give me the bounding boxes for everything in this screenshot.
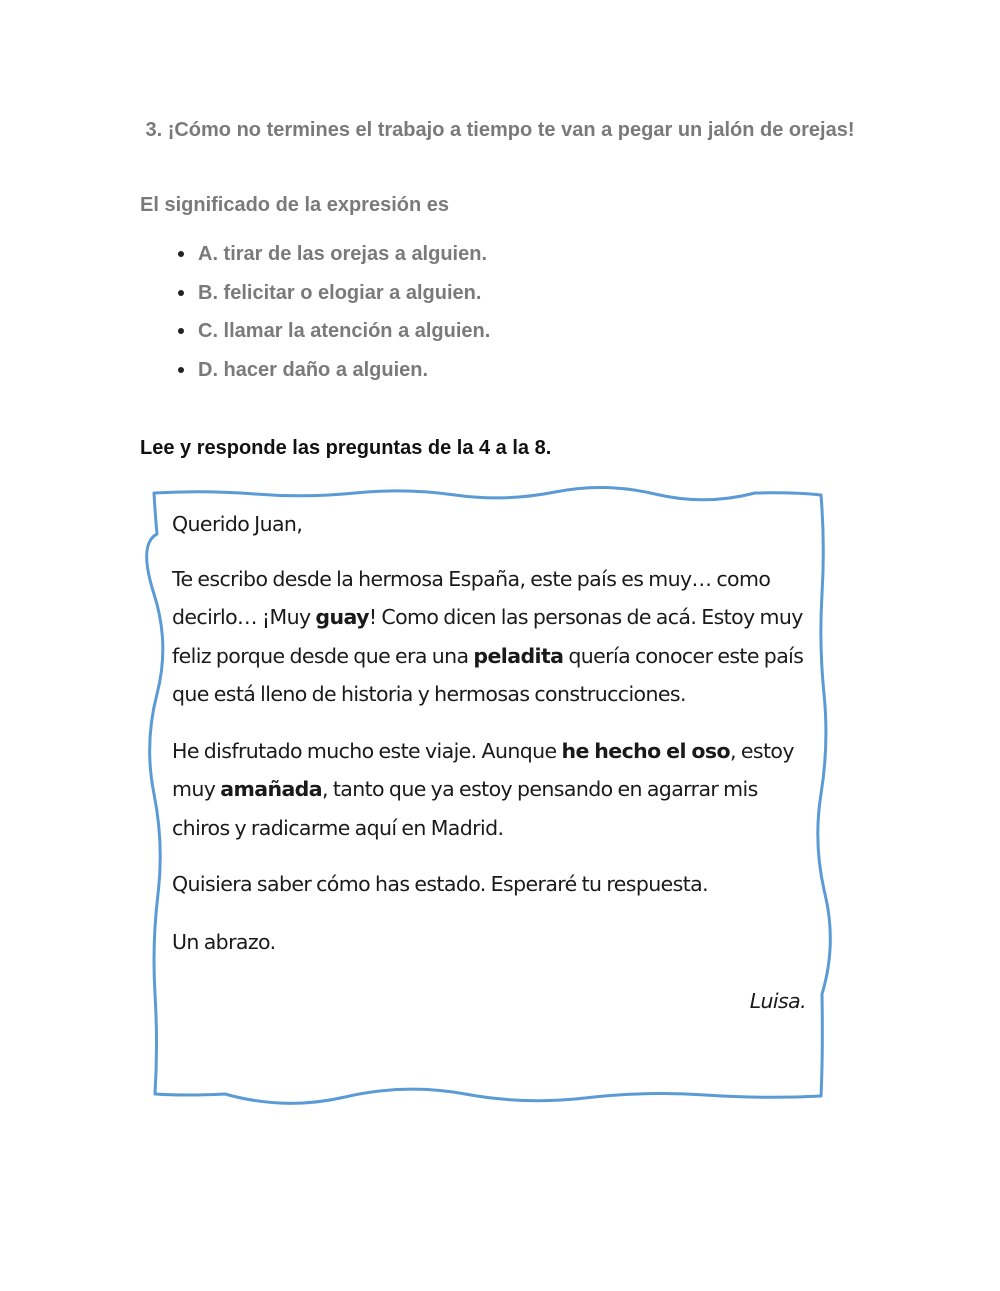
option-c[interactable] <box>178 317 490 356</box>
option-b-label: B. felicitar o elogiar a alguien. <box>198 281 482 304</box>
answer-options <box>178 240 490 394</box>
p1-text-c: quería conocer este país que está lleno de historia y hermosas construcciones. <box>172 643 804 706</box>
letter-signature: Luisa. <box>749 989 806 1013</box>
letter-paragraph-3: Quisiera saber cómo has estado. Esperaré tu respuesta. <box>172 872 709 896</box>
bullet-icon <box>178 367 184 373</box>
letter-text <box>172 505 812 1021</box>
option-d[interactable] <box>178 356 490 395</box>
p2-text-c: , tanto que ya estoy pensando en agarrar mis chiros y radicarme aquí en Madrid. <box>172 777 758 840</box>
letter-closing: Un abrazo. <box>172 929 276 954</box>
p1-bold-peladita: peladita <box>473 643 564 668</box>
p1-bold-guay: guay <box>315 605 369 629</box>
option-a-label: A. tirar de las orejas a alguien. <box>198 243 488 265</box>
question-prompt: El significado de la expresión es <box>140 194 449 216</box>
option-d-label: D. hacer daño a alguien. <box>198 358 429 381</box>
letter-paragraph-1 <box>172 560 812 714</box>
option-a[interactable] <box>178 240 490 279</box>
letter-paragraph-2 <box>172 732 812 848</box>
p2-bold-amanada: amañada <box>220 777 322 801</box>
p2-text-b: , estoy muy <box>172 738 794 801</box>
bullet-icon <box>178 328 184 334</box>
bullet-icon <box>178 251 184 257</box>
letter-greeting: Querido Juan, <box>172 512 303 536</box>
p1-text-a: Te escribo desde la hermosa España, este país es muy… como decirlo… ¡Muy <box>172 566 771 629</box>
option-b[interactable] <box>178 279 490 318</box>
reading-instruction: Lee y responde las preguntas de la 4 a la 8. <box>140 437 552 459</box>
p2-bold-oso: he hecho el oso <box>561 738 731 763</box>
bullet-icon <box>178 290 184 296</box>
question-title: 3. ¡Cómo no termines el trabajo a tiempo te van a pegar un jalón de orejas! <box>145 119 855 141</box>
option-c-label: C. llamar la atención a alguien. <box>198 320 491 342</box>
p1-text-b: ! Como dicen las personas de acá. Estoy muy feliz porque desde que era una <box>172 605 803 668</box>
p2-text-a: He disfrutado mucho este viaje. Aunque <box>172 738 562 763</box>
